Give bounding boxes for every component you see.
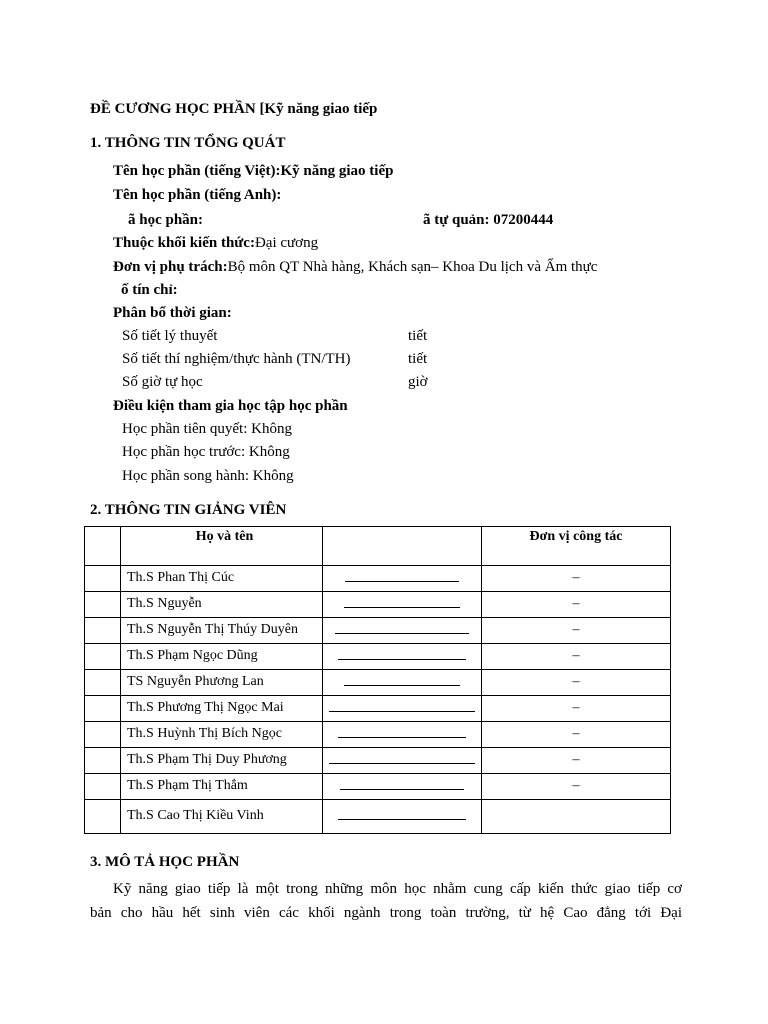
knowledge-block-label: Thuộc khối kiến thức: <box>113 235 255 251</box>
course-name-vi <box>113 162 393 180</box>
lecturer-unit: – <box>482 696 671 722</box>
time-row-label: Số tiết lý thuyết <box>122 328 218 344</box>
table-row <box>85 644 671 670</box>
credits-label: ố tín chỉ: <box>121 282 178 298</box>
blank-line-cell <box>323 748 482 774</box>
lecturer-unit: – <box>482 722 671 748</box>
section1-heading: 1. THÔNG TIN TỔNG QUÁT <box>90 135 286 151</box>
time-row-label: Số giờ tự học <box>122 374 203 390</box>
description-line-1: Kỹ năng giao tiếp là một trong những môn học nhằm cung cấp kiến thức giao tiếp cơ <box>113 881 682 897</box>
lecturer-unit: – <box>482 774 671 800</box>
lecturer-unit: – <box>482 618 671 644</box>
table-row <box>85 774 671 800</box>
table-cell-blank <box>85 592 121 618</box>
table-row <box>85 618 671 644</box>
lecturer-name: Th.S Phạm Ngọc Dũng <box>121 644 323 670</box>
blank-line-cell <box>323 722 482 748</box>
time-row-unit: giờ <box>408 374 428 390</box>
time-row-unit: tiết <box>408 328 428 344</box>
table-row <box>85 696 671 722</box>
section2-heading: 2. THÔNG TIN GIẢNG VIÊN <box>90 502 287 518</box>
condition-item: Học phần tiên quyết: Không <box>122 421 292 437</box>
course-name-vi-label: Tên học phần (tiếng Việt): <box>113 163 281 179</box>
blank-underline <box>344 673 460 686</box>
table-cell-blank <box>85 774 121 800</box>
lecturer-name: Th.S Huỳnh Thị Bích Ngọc <box>121 722 323 748</box>
course-name-vi-value: Kỹ năng giao tiếp <box>280 163 394 179</box>
table-header-unit: Đơn vị công tác <box>482 527 671 566</box>
table-cell-blank <box>85 670 121 696</box>
self-managed-code: ã tự quản: 07200444 <box>423 212 554 228</box>
table-row <box>85 566 671 592</box>
blank-underline <box>345 569 459 582</box>
blank-underline <box>338 807 466 820</box>
blank-line-cell <box>323 644 482 670</box>
blank-line-cell <box>323 774 482 800</box>
lecturer-table <box>84 526 671 834</box>
responsible-unit-label: Đơn vị phụ trách: <box>113 259 228 275</box>
lecturer-name: Th.S Nguyễn <box>121 592 323 618</box>
table-cell-blank <box>85 722 121 748</box>
section3-heading: 3. MÔ TẢ HỌC PHẦN <box>90 854 240 870</box>
table-cell-blank <box>85 748 121 774</box>
blank-line-cell <box>323 696 482 722</box>
table-header-row <box>85 527 671 566</box>
blank-line-cell <box>323 800 482 834</box>
lecturer-name: Th.S Phạm Thị Thắm <box>121 774 323 800</box>
table-header-name: Họ và tên <box>121 527 323 566</box>
blank-line-cell <box>323 618 482 644</box>
table-cell-blank <box>85 696 121 722</box>
table-row <box>85 670 671 696</box>
lecturer-name: TS Nguyễn Phương Lan <box>121 670 323 696</box>
blank-underline <box>329 699 475 712</box>
blank-underline <box>335 621 469 634</box>
conditions-label: Điều kiện tham gia học tập học phần <box>113 398 348 414</box>
document-title: ĐỀ CƯƠNG HỌC PHẦN [Kỹ năng giao tiếp <box>90 101 378 117</box>
lecturer-unit: – <box>482 748 671 774</box>
lecturer-name: Th.S Phương Thị Ngọc Mai <box>121 696 323 722</box>
blank-underline <box>344 595 460 608</box>
condition-item: Học phần song hành: Không <box>122 468 294 484</box>
lecturer-unit <box>482 800 671 834</box>
responsible-unit <box>113 258 597 276</box>
responsible-unit-value: Bộ môn QT Nhà hàng, Khách sạn– Khoa Du lịch và Ẩm thực <box>227 259 598 275</box>
table-cell-blank <box>85 618 121 644</box>
knowledge-block <box>113 234 318 252</box>
condition-item: Học phần học trước: Không <box>122 444 290 460</box>
table-header-cell-blank <box>323 527 482 566</box>
time-row-label: Số tiết thí nghiệm/thực hành (TN/TH) <box>122 351 351 367</box>
blank-underline <box>338 647 466 660</box>
knowledge-block-value: Đại cương <box>254 235 319 251</box>
table-row <box>85 800 671 834</box>
table-row <box>85 748 671 774</box>
lecturer-name: Th.S Nguyễn Thị Thúy Duyên <box>121 618 323 644</box>
table-cell-blank <box>85 644 121 670</box>
time-allocation-label: Phân bổ thời gian: <box>113 305 232 321</box>
time-row-unit: tiết <box>408 351 428 367</box>
lecturer-unit: – <box>482 592 671 618</box>
lecturer-name: Th.S Cao Thị Kiều Vinh <box>121 800 323 834</box>
course-code-label: ã học phần: <box>128 212 204 228</box>
table-header-cell-blank <box>85 527 121 566</box>
blank-line-cell <box>323 566 482 592</box>
lecturer-unit: – <box>482 644 671 670</box>
blank-underline <box>340 777 464 790</box>
description-line-2: bản cho hầu hết sinh viên các khối ngành trong toàn trường, từ hệ Cao đẳng tới Đại <box>90 905 682 921</box>
blank-line-cell <box>323 592 482 618</box>
blank-underline <box>338 725 466 738</box>
table-row <box>85 722 671 748</box>
lecturer-name: Th.S Phan Thị Cúc <box>121 566 323 592</box>
lecturer-unit: – <box>482 670 671 696</box>
blank-line-cell <box>323 670 482 696</box>
blank-underline <box>329 751 475 764</box>
table-cell-blank <box>85 566 121 592</box>
table-row <box>85 592 671 618</box>
lecturer-name: Th.S Phạm Thị Duy Phương <box>121 748 323 774</box>
lecturer-unit: – <box>482 566 671 592</box>
table-cell-blank <box>85 800 121 834</box>
course-name-en-label: Tên học phần (tiếng Anh): <box>113 187 282 203</box>
